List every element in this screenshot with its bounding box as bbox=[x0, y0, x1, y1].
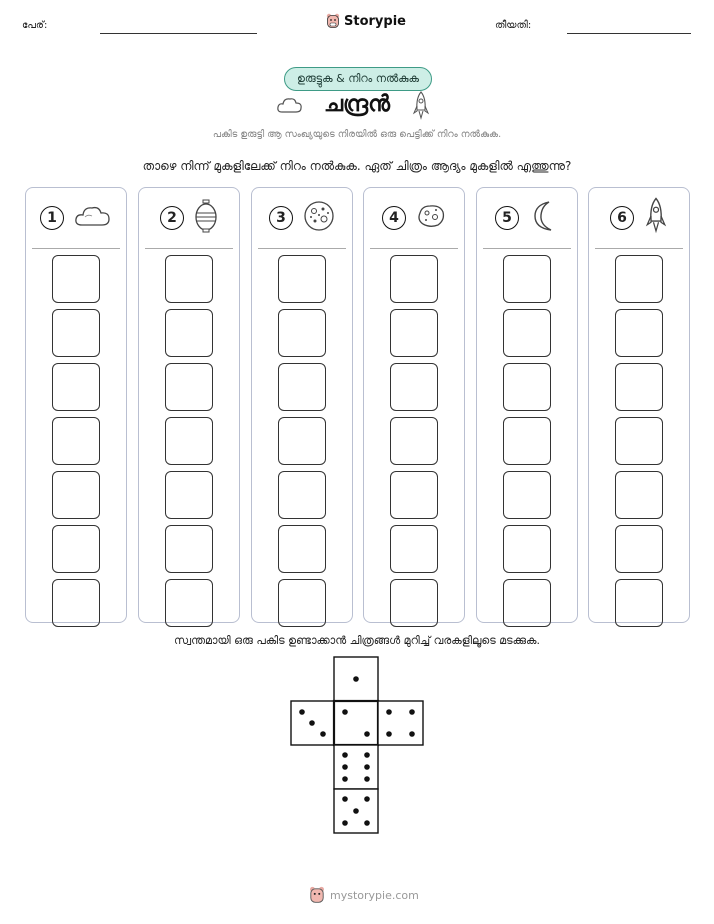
color-box[interactable] bbox=[52, 579, 100, 627]
crescent-moon-icon bbox=[529, 199, 559, 237]
color-box[interactable] bbox=[52, 363, 100, 411]
column-number: 3 bbox=[269, 206, 293, 230]
column-number: 5 bbox=[495, 206, 519, 230]
column-3 bbox=[251, 187, 353, 623]
instruction: താഴെ നിന്ന് മുകളിലേക്ക് നിറം നൽകുക. ഏത് ചിത്രം ആദ്യം മുകളിൽ എത്തുന്നു? bbox=[142, 159, 572, 173]
brand-logo bbox=[326, 13, 406, 29]
column-number: 4 bbox=[382, 206, 406, 230]
color-box[interactable] bbox=[165, 579, 213, 627]
color-box[interactable] bbox=[165, 471, 213, 519]
color-box[interactable] bbox=[615, 525, 663, 573]
name-label: പേര്: bbox=[22, 20, 48, 31]
color-boxes bbox=[477, 249, 577, 627]
color-box[interactable] bbox=[390, 255, 438, 303]
color-box[interactable] bbox=[503, 255, 551, 303]
date-label: തീയതി: bbox=[495, 20, 532, 31]
color-box[interactable] bbox=[503, 363, 551, 411]
color-box[interactable] bbox=[390, 309, 438, 357]
column-header bbox=[26, 188, 126, 248]
color-box[interactable] bbox=[278, 417, 326, 465]
color-box[interactable] bbox=[615, 417, 663, 465]
bear-icon bbox=[326, 13, 340, 29]
activity-badge: ഉരുട്ടുക & നിറം നൽകുക bbox=[284, 67, 432, 91]
full-moon-icon bbox=[303, 200, 335, 236]
page-title: ചന്ദ്രൻ bbox=[324, 92, 390, 117]
column-2 bbox=[138, 187, 240, 623]
color-boxes bbox=[26, 249, 126, 627]
rocket-icon bbox=[412, 90, 430, 122]
color-box[interactable] bbox=[165, 363, 213, 411]
name-line[interactable] bbox=[100, 33, 257, 34]
color-boxes bbox=[139, 249, 239, 627]
color-box[interactable] bbox=[52, 255, 100, 303]
color-box[interactable] bbox=[278, 525, 326, 573]
date-line[interactable] bbox=[567, 33, 691, 34]
rocket-icon bbox=[644, 196, 668, 240]
color-box[interactable] bbox=[165, 525, 213, 573]
color-box[interactable] bbox=[52, 417, 100, 465]
color-box[interactable] bbox=[52, 309, 100, 357]
color-box[interactable] bbox=[165, 255, 213, 303]
color-boxes bbox=[364, 249, 464, 627]
color-box[interactable] bbox=[390, 579, 438, 627]
color-box[interactable] bbox=[278, 255, 326, 303]
color-box[interactable] bbox=[503, 579, 551, 627]
color-box[interactable] bbox=[615, 309, 663, 357]
color-box[interactable] bbox=[52, 525, 100, 573]
color-box[interactable] bbox=[615, 255, 663, 303]
column-number: 6 bbox=[610, 206, 634, 230]
footer-url[interactable]: mystorypie.com bbox=[330, 888, 419, 902]
color-box[interactable] bbox=[165, 417, 213, 465]
die-net[interactable] bbox=[290, 656, 426, 836]
bear-icon bbox=[309, 886, 325, 904]
column-number: 1 bbox=[40, 206, 64, 230]
column-6 bbox=[588, 187, 690, 623]
column-header bbox=[139, 188, 239, 248]
column-header bbox=[364, 188, 464, 248]
color-box[interactable] bbox=[503, 471, 551, 519]
color-box[interactable] bbox=[278, 471, 326, 519]
column-header bbox=[589, 188, 689, 248]
asteroid-icon bbox=[416, 203, 446, 233]
color-box[interactable] bbox=[278, 363, 326, 411]
color-box[interactable] bbox=[390, 363, 438, 411]
cloud-icon bbox=[74, 203, 112, 233]
color-box[interactable] bbox=[52, 471, 100, 519]
column-header bbox=[477, 188, 577, 248]
color-box[interactable] bbox=[390, 525, 438, 573]
color-box[interactable] bbox=[390, 417, 438, 465]
lantern-icon bbox=[194, 199, 218, 237]
color-box[interactable] bbox=[390, 471, 438, 519]
color-box[interactable] bbox=[615, 579, 663, 627]
brand-name: Storypie bbox=[344, 13, 406, 29]
column-header bbox=[252, 188, 352, 248]
column-5 bbox=[476, 187, 578, 623]
color-box[interactable] bbox=[615, 363, 663, 411]
column-4 bbox=[363, 187, 465, 623]
subtitle: പകിട ഉരുട്ടി ആ സംഖ്യയുടെ നിരയിൽ ഒരു പെട്ടിക്ക് നിറം നൽകുക. bbox=[212, 129, 502, 140]
column-1 bbox=[25, 187, 127, 623]
column-number: 2 bbox=[160, 206, 184, 230]
die-face-4 bbox=[378, 701, 423, 745]
color-box[interactable] bbox=[503, 525, 551, 573]
color-box[interactable] bbox=[503, 417, 551, 465]
color-box[interactable] bbox=[165, 309, 213, 357]
color-boxes bbox=[252, 249, 352, 627]
color-boxes bbox=[589, 249, 689, 627]
footer bbox=[309, 886, 419, 904]
color-box[interactable] bbox=[503, 309, 551, 357]
die-instruction: സ്വന്തമായി ഒരു പകിട ഉണ്ടാക്കാൻ ചിത്രങ്ങൾ മുറിച്ച് വരകളിലൂടെ മടക്കുക. bbox=[174, 634, 540, 647]
color-box[interactable] bbox=[278, 579, 326, 627]
die-face-6 bbox=[334, 745, 378, 789]
die-face-2 bbox=[334, 701, 378, 745]
color-box[interactable] bbox=[615, 471, 663, 519]
color-box[interactable] bbox=[278, 309, 326, 357]
